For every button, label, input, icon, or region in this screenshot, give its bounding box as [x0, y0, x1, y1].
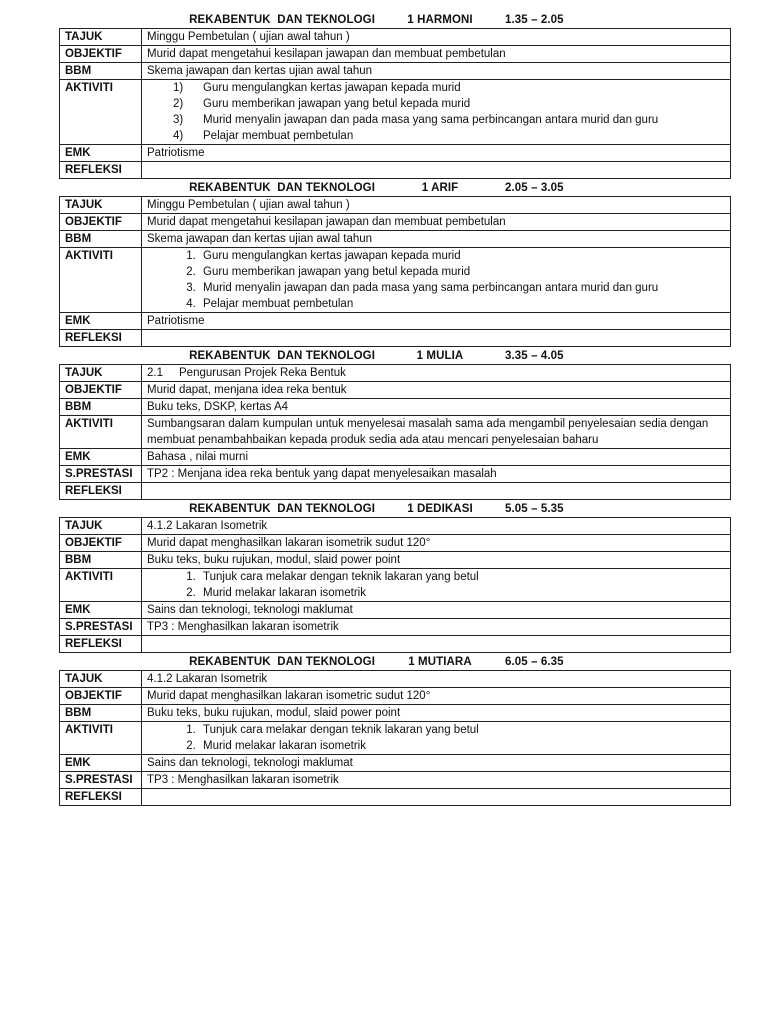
row-refleksi [60, 636, 731, 653]
activity-list [147, 722, 725, 754]
value-refleksi [142, 636, 731, 653]
row-objektif [60, 382, 731, 399]
heading-class: 1 DEDIKASI [407, 502, 473, 515]
value-objektif: Murid dapat menghasilkan lakaran isometrik sudut 120° [142, 535, 731, 552]
row-tajuk [60, 365, 731, 382]
label-aktiviti: AKTIVITI [60, 248, 142, 313]
value-emk: Patriotisme [142, 145, 731, 162]
lesson-table [59, 670, 731, 806]
activity-list [147, 80, 725, 144]
label-emk: EMK [60, 602, 142, 619]
value-refleksi [142, 162, 731, 179]
row-tajuk [60, 197, 731, 214]
heading-time: 5.05 – 5.35 [505, 502, 564, 515]
activity-list [147, 569, 725, 601]
label-aktiviti: AKTIVITI [60, 569, 142, 602]
value-emk: Sains dan teknologi, teknologi maklumat [142, 602, 731, 619]
value-aktiviti [142, 569, 731, 602]
row-refleksi [60, 483, 731, 500]
heading-time: 1.35 – 2.05 [505, 13, 564, 26]
label-objektif: OBJEKTIF [60, 214, 142, 231]
row-emk [60, 145, 731, 162]
row-aktiviti [60, 569, 731, 602]
lesson-plan-document [59, 11, 731, 806]
section-heading [59, 179, 731, 196]
label-refleksi: REFLEKSI [60, 162, 142, 179]
section-heading [59, 500, 731, 517]
label-sprestasi: S.PRESTASI [60, 466, 142, 483]
label-emk: EMK [60, 449, 142, 466]
tajuk-text: Pengurusan Projek Reka Bentuk [179, 367, 346, 379]
value-tajuk: Minggu Pembetulan ( ujian awal tahun ) [142, 29, 731, 46]
label-tajuk: TAJUK [60, 365, 142, 382]
value-bbm: Buku teks, buku rujukan, modul, slaid power point [142, 705, 731, 722]
row-tajuk [60, 671, 731, 688]
row-refleksi [60, 330, 731, 347]
value-aktiviti [142, 722, 731, 755]
heading-subject: REKABENTUK DAN TEKNOLOGI [189, 349, 375, 362]
label-aktiviti: AKTIVITI [60, 416, 142, 449]
value-refleksi [142, 330, 731, 347]
row-objektif [60, 688, 731, 705]
row-bbm [60, 705, 731, 722]
label-objektif: OBJEKTIF [60, 688, 142, 705]
lesson-table [59, 364, 731, 500]
heading-time: 6.05 – 6.35 [505, 655, 564, 668]
label-objektif: OBJEKTIF [60, 46, 142, 63]
row-objektif [60, 46, 731, 63]
row-tajuk [60, 518, 731, 535]
row-aktiviti [60, 80, 731, 145]
row-objektif [60, 214, 731, 231]
value-emk: Patriotisme [142, 313, 731, 330]
lesson-table [59, 28, 731, 179]
heading-time: 3.35 – 4.05 [505, 349, 564, 362]
row-bbm [60, 231, 731, 248]
row-objektif [60, 535, 731, 552]
value-aktiviti: Sumbangsaran dalam kumpulan untuk menyelesai masalah sama ada mengambil penyelesaian sedia dengan membuat penambahbaikan kepada produk sedia ada atau mencari penyelesaian baharu [142, 416, 731, 449]
value-objektif: Murid dapat, menjana idea reka bentuk [142, 382, 731, 399]
label-tajuk: TAJUK [60, 518, 142, 535]
row-bbm [60, 63, 731, 80]
value-bbm: Buku teks, DSKP, kertas A4 [142, 399, 731, 416]
value-objektif: Murid dapat mengetahui kesilapan jawapan dan membuat pembetulan [142, 214, 731, 231]
heading-class: 1 HARMONI [407, 13, 473, 26]
value-tajuk [142, 365, 731, 382]
label-objektif: OBJEKTIF [60, 535, 142, 552]
activity-item: Pelajar membuat pembetulan [203, 130, 354, 142]
value-emk: Sains dan teknologi, teknologi maklumat [142, 755, 731, 772]
row-emk [60, 602, 731, 619]
activity-item: 1. Guru mengulangkan kertas jawapan kepada murid [199, 248, 725, 264]
row-emk [60, 449, 731, 466]
lesson-table [59, 517, 731, 653]
row-sprestasi [60, 466, 731, 483]
activity-item: 3. Murid menyalin jawapan dan pada masa yang sama perbincangan antara murid dan guru [199, 280, 725, 296]
value-tajuk: Minggu Pembetulan ( ujian awal tahun ) [142, 197, 731, 214]
heading-subject: REKABENTUK DAN TEKNOLOGI [189, 181, 375, 194]
value-refleksi [142, 483, 731, 500]
label-refleksi: REFLEKSI [60, 330, 142, 347]
label-aktiviti: AKTIVITI [60, 722, 142, 755]
label-bbm: BBM [60, 231, 142, 248]
activity-item: Guru mengulangkan kertas jawapan kepada murid [203, 82, 461, 94]
activity-item: 2. Murid melakar lakaran isometrik [199, 738, 725, 754]
heading-subject: REKABENTUK DAN TEKNOLOGI [189, 502, 375, 515]
heading-class: 1 MUTIARA [408, 655, 472, 668]
row-bbm [60, 552, 731, 569]
heading-subject: REKABENTUK DAN TEKNOLOGI [189, 655, 375, 668]
activity-item: Guru memberikan jawapan yang betul kepada murid [203, 98, 471, 110]
activity-item: 2. Murid melakar lakaran isometrik [199, 585, 725, 601]
heading-class: 1 MULIA [416, 349, 464, 362]
row-refleksi [60, 789, 731, 806]
value-bbm: Skema jawapan dan kertas ujian awal tahun [142, 63, 731, 80]
heading-class: 1 ARIF [421, 181, 459, 194]
row-sprestasi [60, 772, 731, 789]
heading-time: 2.05 – 3.05 [505, 181, 564, 194]
label-emk: EMK [60, 313, 142, 330]
value-sprestasi: TP2 : Menjana idea reka bentuk yang dapat menyelesaikan masalah [142, 466, 731, 483]
label-sprestasi: S.PRESTASI [60, 619, 142, 636]
section-heading [59, 653, 731, 670]
label-tajuk: TAJUK [60, 29, 142, 46]
heading-subject: REKABENTUK DAN TEKNOLOGI [189, 13, 375, 26]
label-bbm: BBM [60, 552, 142, 569]
row-aktiviti [60, 248, 731, 313]
section-heading [59, 347, 731, 364]
value-sprestasi: TP3 : Menghasilkan lakaran isometrik [142, 772, 731, 789]
section-heading [59, 11, 731, 28]
row-sprestasi [60, 619, 731, 636]
value-bbm: Buku teks, buku rujukan, modul, slaid power point [142, 552, 731, 569]
activity-list [147, 248, 725, 312]
activity-item: 4. Pelajar membuat pembetulan [199, 296, 725, 312]
value-sprestasi: TP3 : Menghasilkan lakaran isometrik [142, 619, 731, 636]
value-aktiviti [142, 80, 731, 145]
row-aktiviti [60, 416, 731, 449]
label-refleksi: REFLEKSI [60, 789, 142, 806]
value-emk: Bahasa , nilai murni [142, 449, 731, 466]
label-bbm: BBM [60, 705, 142, 722]
label-aktiviti: AKTIVITI [60, 80, 142, 145]
row-aktiviti [60, 722, 731, 755]
label-sprestasi: S.PRESTASI [60, 772, 142, 789]
label-objektif: OBJEKTIF [60, 382, 142, 399]
value-refleksi [142, 789, 731, 806]
value-objektif: Murid dapat mengetahui kesilapan jawapan dan membuat pembetulan [142, 46, 731, 63]
row-tajuk [60, 29, 731, 46]
activity-item: Murid menyalin jawapan dan pada masa yang sama perbincangan antara murid dan guru [203, 114, 659, 126]
row-bbm [60, 399, 731, 416]
value-objektif: Murid dapat menghasilkan lakaran isometric sudut 120° [142, 688, 731, 705]
label-tajuk: TAJUK [60, 671, 142, 688]
row-refleksi [60, 162, 731, 179]
lesson-table [59, 196, 731, 347]
label-bbm: BBM [60, 399, 142, 416]
value-aktiviti [142, 248, 731, 313]
value-bbm: Skema jawapan dan kertas ujian awal tahun [142, 231, 731, 248]
label-tajuk: TAJUK [60, 197, 142, 214]
label-emk: EMK [60, 755, 142, 772]
row-emk [60, 755, 731, 772]
label-refleksi: REFLEKSI [60, 636, 142, 653]
value-tajuk: 4.1.2 Lakaran Isometrik [142, 518, 731, 535]
value-tajuk: 4.1.2 Lakaran Isometrik [142, 671, 731, 688]
activity-item: 1. Tunjuk cara melakar dengan teknik lakaran yang betul [199, 569, 725, 585]
activity-item: 1. Tunjuk cara melakar dengan teknik lakaran yang betul [199, 722, 725, 738]
label-bbm: BBM [60, 63, 142, 80]
tajuk-number: 2.1 [147, 367, 163, 379]
activity-item: 2. Guru memberikan jawapan yang betul kepada murid [199, 264, 725, 280]
label-refleksi: REFLEKSI [60, 483, 142, 500]
label-emk: EMK [60, 145, 142, 162]
row-emk [60, 313, 731, 330]
